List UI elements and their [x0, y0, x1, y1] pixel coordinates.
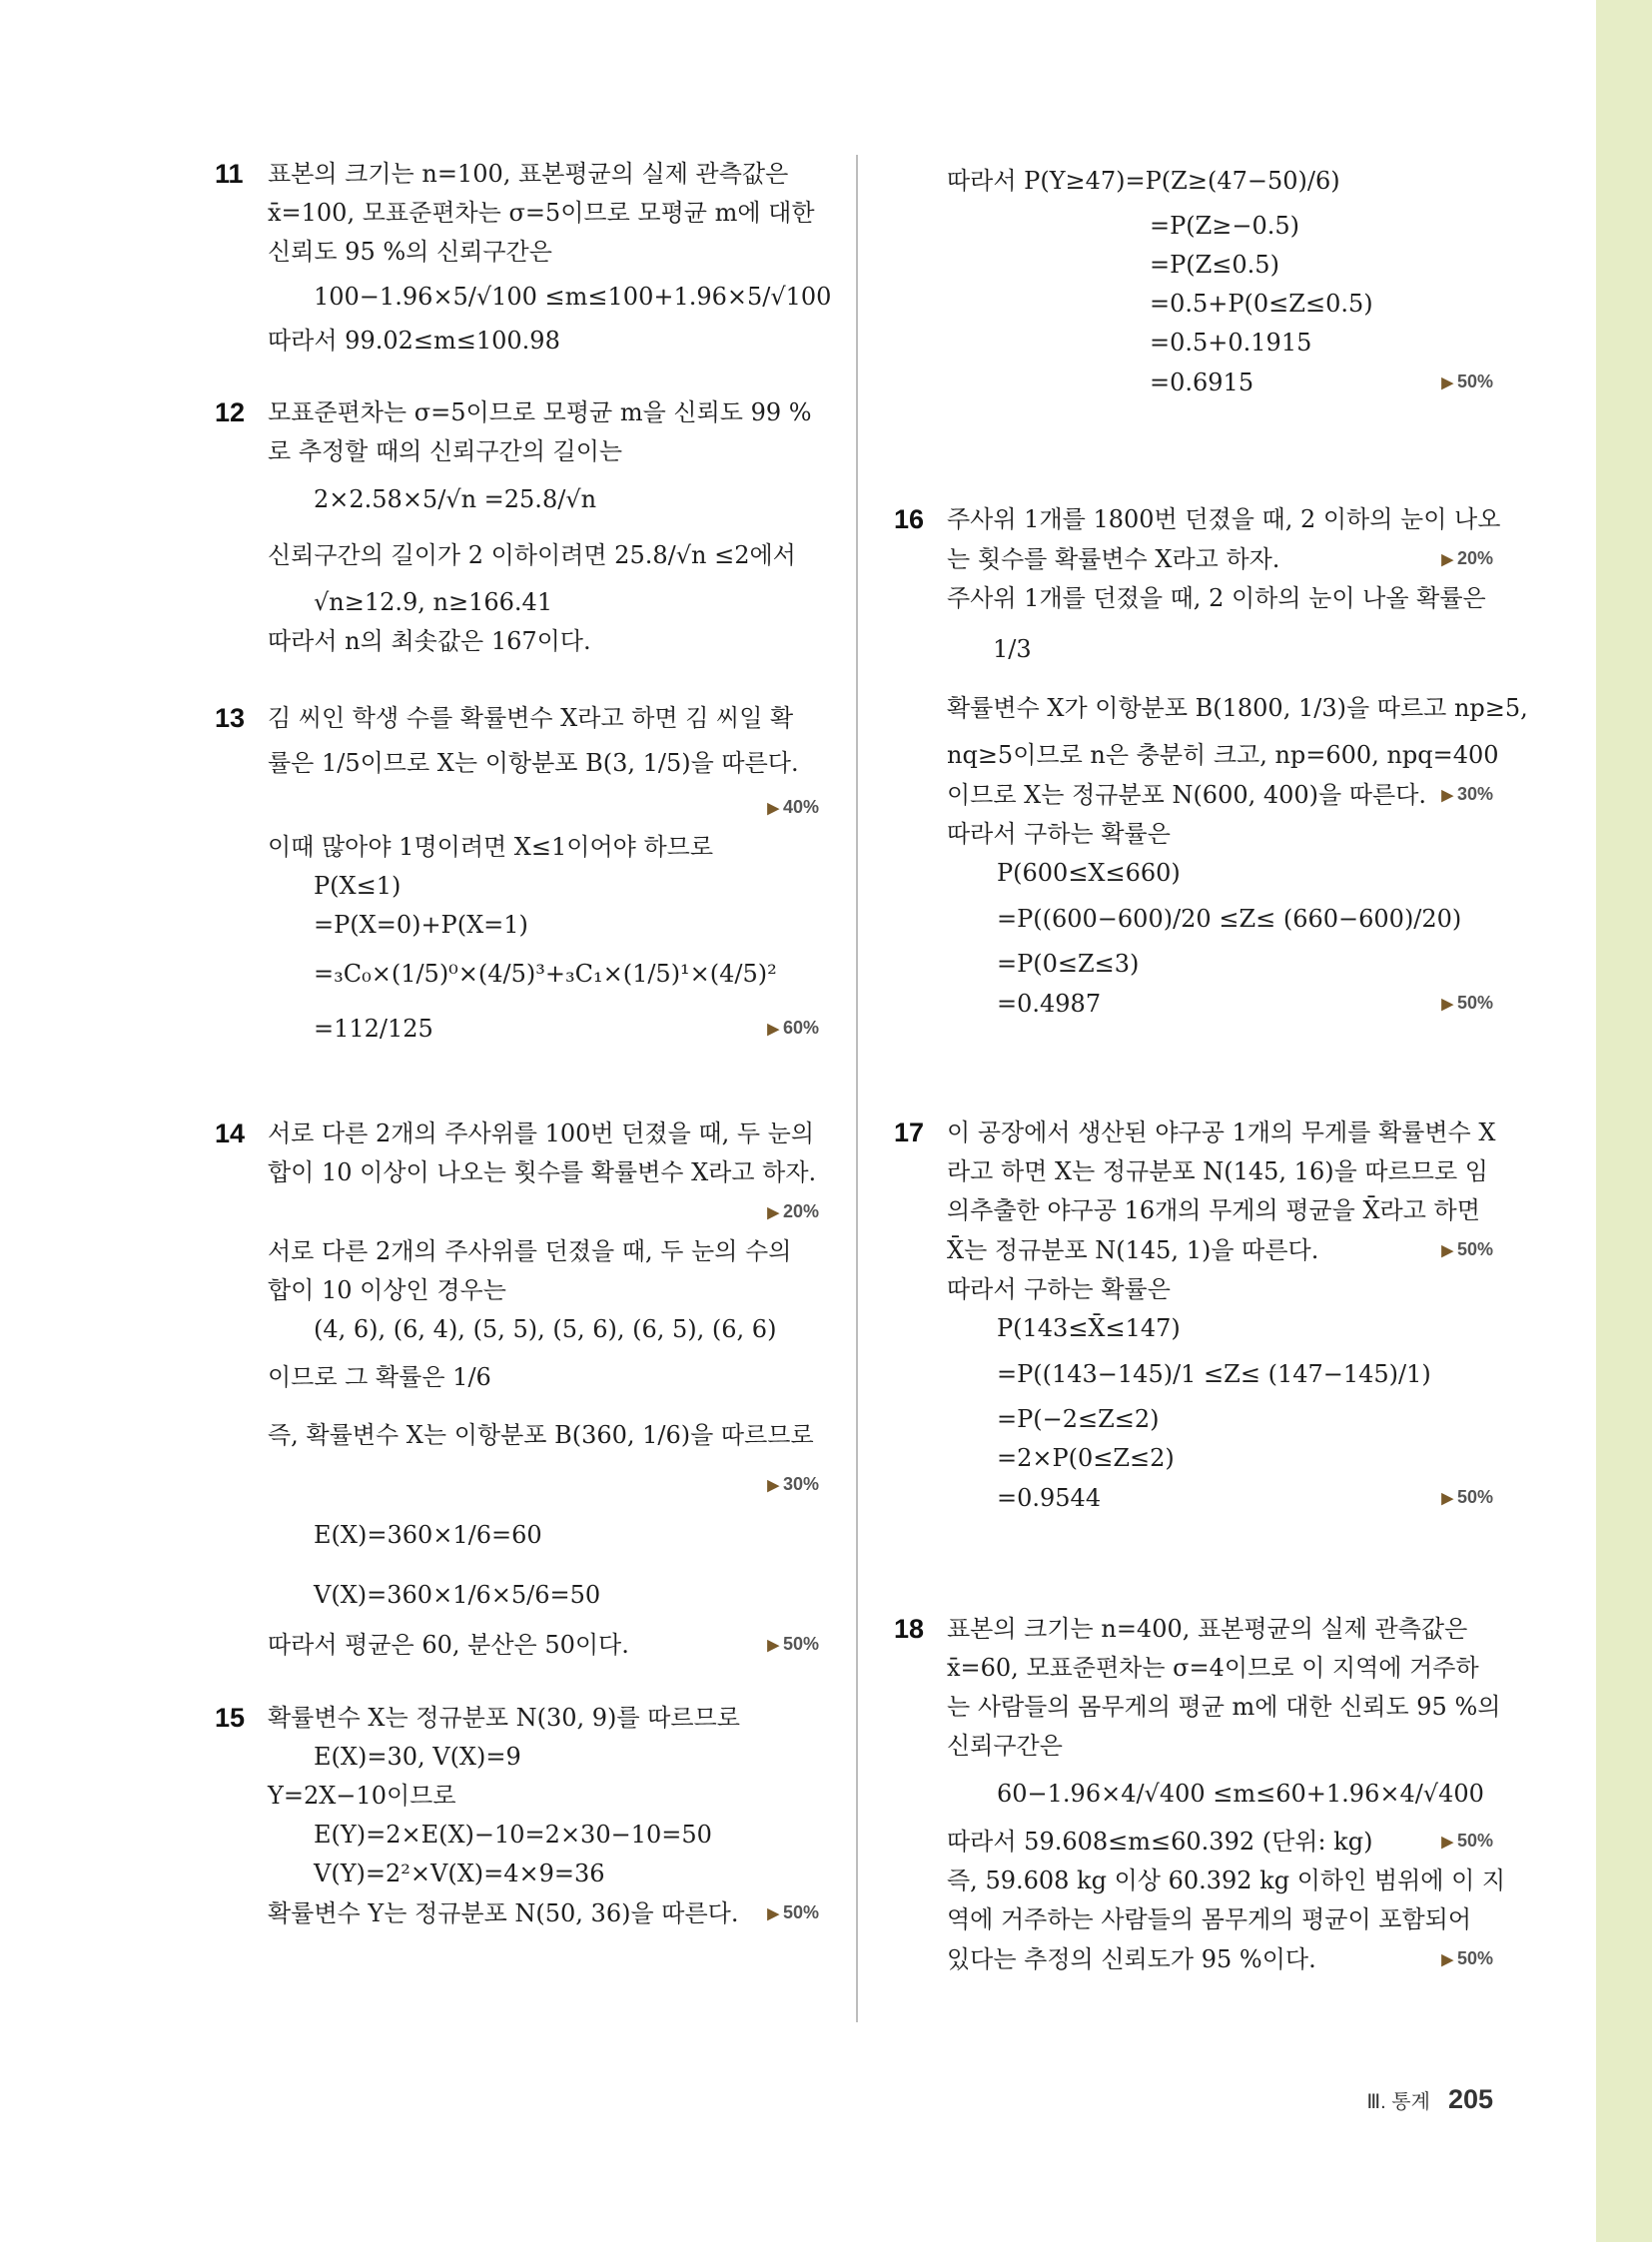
solution-line: 있다는 추정의 신뢰도가 95 %이다. [947, 1944, 1316, 1973]
problem-number: 18 [894, 1614, 925, 1644]
solution-line: 이므로 그 확률은 1/6 [268, 1362, 491, 1391]
right-column [894, 155, 1528, 1979]
solution-line: 역에 거주하는 사람들의 몸무게의 평균이 포함되어 [947, 1905, 1472, 1933]
equation-line: =P(Z≥−0.5) [1150, 212, 1300, 240]
equation-line: =0.4987 [997, 989, 1102, 1018]
equation-line: =0.5+P(0≤Z≤0.5) [1150, 290, 1373, 318]
equation-line: =112/125 [314, 1014, 433, 1043]
solution-line: 서로 다른 2개의 주사위를 던졌을 때, 두 눈의 수의 [268, 1237, 792, 1265]
score-marker: ▶ 50% [767, 1634, 819, 1654]
solution-line: 는 사람들의 몸무게의 평균 m에 대한 신뢰도 95 %의 [947, 1693, 1501, 1721]
equation-line: =P(X=0)+P(X=1) [314, 911, 528, 939]
equation-line: =2×P(0≤Z≤2) [997, 1444, 1175, 1472]
problem-13 [215, 699, 819, 1055]
solution-line: 김 씨인 학생 수를 확률변수 X라고 하면 김 씨일 확 [268, 704, 794, 732]
score-marker: ▶ 50% [767, 1902, 819, 1922]
score-marker: ▶ 50% [1441, 993, 1493, 1013]
solution-line: 신뢰구간은 [947, 1732, 1063, 1760]
score-marker: ▶ 30% [767, 1474, 819, 1494]
score-marker: ▶ 20% [1441, 548, 1493, 568]
left-column [215, 155, 832, 1933]
solution-line: 이때 많아야 1명이려면 X≤1이어야 하므로 [268, 833, 714, 861]
equation-line: 2×2.58×5/√n =25.8/√n [314, 484, 597, 513]
equation-line: (4, 6), (6, 4), (5, 5), (5, 6), (6, 5), (6, 6) [314, 1315, 777, 1343]
problem-15 [215, 1699, 819, 1933]
problem-15-continued [894, 155, 1493, 402]
solution-line: 이므로 X는 정규분포 N(600, 400)을 따른다. [947, 780, 1427, 809]
score-marker: ▶ 50% [1441, 1239, 1493, 1259]
score-marker: ▶ 40% [767, 797, 819, 817]
page-footer [1298, 2084, 1493, 2115]
problem-18 [894, 1610, 1506, 1979]
problem-number: 11 [215, 159, 244, 189]
solution-line: 즉, 확률변수 X는 이항분포 B(360, 1/6)을 따르므로 [268, 1420, 814, 1449]
chapter-label: Ⅲ. 통계 [1366, 2091, 1430, 2113]
solution-line: 신뢰구간의 길이가 2 이하이려면 25.8/√n ≤2에서 [268, 540, 796, 569]
solution-line: 주사위 1개를 던졌을 때, 2 이하의 눈이 나올 확률은 [947, 584, 1486, 612]
solution-line: 이 공장에서 생산된 야구공 1개의 무게를 확률변수 X [947, 1119, 1496, 1146]
solution-line: 따라서 평균은 60, 분산은 50이다. [268, 1630, 629, 1659]
problem-17 [894, 1114, 1496, 1518]
solution-line: 합이 10 이상이 나오는 횟수를 확률변수 X라고 하자. [268, 1158, 817, 1186]
solution-line: 따라서 99.02≤m≤100.98 [268, 327, 560, 355]
equation-line: P(143≤X̄≤147) [997, 1314, 1181, 1342]
solution-line: 주사위 1개를 1800번 던졌을 때, 2 이하의 눈이 나오 [947, 505, 1501, 533]
problem-12 [215, 393, 819, 661]
solution-line: 표본의 크기는 n=400, 표본평균의 실제 관측값은 [947, 1615, 1468, 1643]
equation-line: V(X)=360×1/6×5/6=50 [314, 1580, 601, 1609]
equation-line: P(600≤X≤660) [997, 859, 1181, 887]
solution-line: 확률변수 Y는 정규분포 N(50, 36)을 따른다. [268, 1898, 739, 1927]
solution-line: x̄=60, 모표준편차는 σ=4이므로 이 지역에 거주하 [947, 1654, 1479, 1682]
score-marker: ▶ 60% [767, 1018, 819, 1038]
problem-number: 12 [215, 397, 246, 427]
equation-line: =P(0≤Z≤3) [997, 950, 1140, 978]
equation-line: 60−1.96×4/√400 ≤m≤60+1.96×4/√400 [997, 1779, 1484, 1808]
solution-line: 확률변수 X가 이항분포 B(1800, 1/3)을 따르고 np≥5, [947, 693, 1528, 722]
equation-line: =P((143−145)/1 ≤Z≤ (147−145)/1) [997, 1359, 1431, 1388]
equation-line: √n≥12.9, n≥166.41 [314, 588, 553, 616]
problem-14 [215, 1115, 819, 1665]
problem-number: 13 [215, 703, 246, 733]
solution-line: X̄는 정규분포 N(145, 1)을 따른다. [947, 1235, 1319, 1264]
equation-line: E(X)=360×1/6=60 [314, 1520, 542, 1549]
solution-line: 따라서 구하는 확률은 [947, 820, 1171, 848]
page-number: 205 [1447, 2084, 1493, 2114]
equation-line: =P(−2≤Z≤2) [997, 1405, 1160, 1433]
score-marker: ▶ 50% [1441, 372, 1493, 391]
problem-number: 17 [894, 1118, 925, 1147]
problem-number: 15 [215, 1703, 246, 1733]
score-marker: ▶ 50% [1441, 1487, 1493, 1507]
solution-line: 로 추정할 때의 신뢰구간의 길이는 [268, 437, 623, 465]
solution-line: 합이 10 이상인 경우는 [268, 1276, 506, 1304]
solution-line: 의추출한 야구공 16개의 무게의 평균을 X̄라고 하면 [947, 1196, 1480, 1224]
solution-line: 라고 하면 X는 정규분포 N(145, 16)을 따르므로 임 [947, 1157, 1488, 1185]
solution-line: 따라서 구하는 확률은 [947, 1275, 1171, 1303]
solution-line: 즉, 59.608 kg 이상 60.392 kg 이하인 범위에 이 지 [947, 1867, 1506, 1894]
equation-line: 100−1.96×5/√100 ≤m≤100+1.96×5/√100 [314, 282, 832, 311]
score-marker: ▶ 50% [1441, 1948, 1493, 1968]
problem-11 [215, 155, 832, 361]
equation-line: E(Y)=2×E(X)−10=2×30−10=50 [314, 1821, 712, 1849]
solution-line: x̄=100, 모표준편차는 σ=5이므로 모평균 m에 대한 [268, 199, 815, 227]
solution-line: 따라서 59.608≤m≤60.392 (단위: kg) [947, 1827, 1373, 1856]
score-marker: ▶ 30% [1441, 784, 1493, 804]
equation-line: =P((600−600)/20 ≤Z≤ (660−600)/20) [997, 904, 1462, 933]
solution-line: 따라서 n의 최솟값은 167이다. [268, 627, 591, 655]
score-marker: ▶ 20% [767, 1201, 819, 1221]
equation-line: E(X)=30, V(X)=9 [314, 1743, 521, 1771]
problem-number: 14 [215, 1119, 246, 1148]
solution-line: 서로 다른 2개의 주사위를 100번 던졌을 때, 두 눈의 [268, 1120, 815, 1147]
solution-line: 률은 1/5이므로 X는 이항분포 B(3, 1/5)을 따른다. [268, 748, 799, 777]
equation-line: =0.6915 [1150, 368, 1254, 396]
equation-line: =0.9544 [997, 1483, 1102, 1512]
column-divider [856, 155, 858, 2022]
solution-line: 모표준편차는 σ=5이므로 모평균 m을 신뢰도 99 % [268, 398, 812, 426]
problem-number: 16 [894, 504, 925, 534]
equation-line: =0.5+0.1915 [1150, 329, 1312, 357]
solution-line: 표본의 크기는 n=100, 표본평균의 실제 관측값은 [268, 160, 789, 188]
equation-line: =₃C₀×(1/5)⁰×(4/5)³+₃C₁×(1/5)¹×(4/5)² [314, 959, 777, 988]
equation-line: V(Y)=2²×V(X)=4×9=36 [314, 1860, 605, 1887]
solution-line: 신뢰도 95 %의 신뢰구간은 [268, 238, 552, 266]
solution-line: 따라서 P(Y≥47)=P(Z≥(47−50)/6) [947, 166, 1340, 195]
solution-line: 확률변수 X는 정규분포 N(30, 9)를 따르므로 [268, 1704, 740, 1732]
solution-line: 는 횟수를 확률변수 X라고 하자. [947, 544, 1280, 573]
problem-16 [894, 500, 1528, 1024]
side-color-strip [1596, 0, 1652, 2242]
equation-line: =P(Z≤0.5) [1150, 251, 1279, 279]
score-marker: ▶ 50% [1441, 1831, 1493, 1851]
solution-line: Y=2X−10이므로 [268, 1782, 456, 1810]
equation-line: P(X≤1) [314, 872, 402, 900]
solution-line: nq≥5이므로 n은 충분히 크고, np=600, npq=400 [947, 741, 1499, 769]
equation-line: 1/3 [993, 634, 1032, 663]
